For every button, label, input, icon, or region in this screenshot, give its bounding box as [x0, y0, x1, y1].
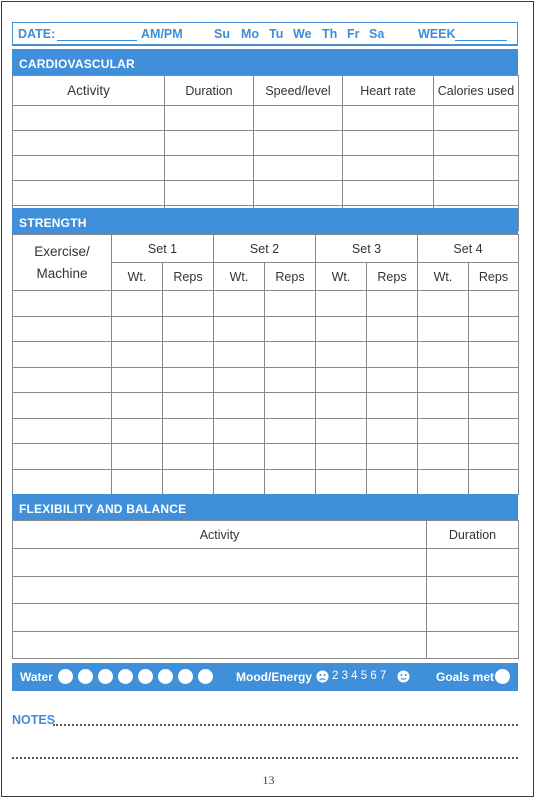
blank-cell[interactable] [165, 131, 254, 156]
goals-label: Goals met [436, 670, 495, 684]
water-circle-5[interactable] [138, 669, 153, 684]
blank-cell[interactable] [427, 604, 519, 632]
blank-cell[interactable] [316, 291, 367, 317]
blank-cell[interactable] [163, 316, 214, 342]
blank-cell[interactable] [469, 291, 519, 317]
notes-line-2[interactable] [12, 757, 518, 759]
blank-cell[interactable] [316, 342, 367, 368]
blank-cell[interactable] [265, 367, 316, 393]
blank-cell[interactable] [214, 291, 265, 317]
blank-cell[interactable] [427, 549, 519, 577]
set-3-wt: Wt. [316, 263, 367, 291]
day-sa[interactable]: Sa [369, 27, 385, 41]
blank-cell[interactable] [265, 393, 316, 419]
blank-cell[interactable] [418, 316, 469, 342]
blank-cell[interactable] [112, 393, 163, 419]
blank-cell[interactable] [469, 469, 519, 495]
table-row [13, 631, 519, 659]
mood-label: Mood/Energy [236, 670, 313, 684]
table-row [13, 469, 519, 495]
strength-table [12, 234, 519, 495]
table-row [13, 576, 519, 604]
blank-cell[interactable] [418, 393, 469, 419]
header-row [12, 22, 518, 46]
blank-cell[interactable] [13, 181, 165, 206]
blank-cell[interactable] [13, 131, 165, 156]
blank-cell[interactable] [13, 291, 112, 317]
date-label: DATE: [18, 27, 56, 41]
set-3-header: Set 3 [316, 235, 418, 263]
blank-cell[interactable] [427, 576, 519, 604]
blank-cell[interactable] [316, 393, 367, 419]
blank-cell[interactable] [265, 342, 316, 368]
blank-cell[interactable] [316, 316, 367, 342]
blank-cell[interactable] [112, 444, 163, 470]
blank-cell[interactable] [254, 131, 343, 156]
blank-cell[interactable] [214, 444, 265, 470]
blank-cell[interactable] [163, 444, 214, 470]
table-row [13, 316, 519, 342]
cardio-col-activity: Activity [13, 76, 165, 106]
blank-cell[interactable] [418, 342, 469, 368]
day-su[interactable]: Su [214, 27, 230, 41]
set-3-reps: Reps [367, 263, 418, 291]
set-4-wt: Wt. [418, 263, 469, 291]
blank-cell[interactable] [418, 418, 469, 444]
goals-met-circle[interactable] [495, 669, 510, 684]
cardio-col-duration: Duration [165, 76, 254, 106]
water-circle-4[interactable] [118, 669, 133, 684]
flex-table [12, 520, 519, 659]
blank-cell[interactable] [418, 367, 469, 393]
set-4-header: Set 4 [418, 235, 519, 263]
flex-col-duration: Duration [427, 521, 519, 549]
table-row [13, 342, 519, 368]
blank-cell[interactable] [163, 342, 214, 368]
notes-line-1[interactable] [53, 724, 518, 726]
blank-cell[interactable] [434, 181, 519, 206]
cardio-col-heart-rate: Heart rate [343, 76, 434, 106]
blank-cell[interactable] [112, 469, 163, 495]
blank-cell[interactable] [316, 469, 367, 495]
page-number: 13 [262, 773, 275, 787]
day-tu[interactable]: Tu [269, 27, 284, 41]
blank-cell[interactable] [13, 156, 165, 181]
set-1-header: Set 1 [112, 235, 214, 263]
blank-cell[interactable] [163, 291, 214, 317]
water-circle-2[interactable] [78, 669, 93, 684]
blank-cell[interactable] [367, 469, 418, 495]
week-label: WEEK [418, 27, 456, 41]
day-fr[interactable]: Fr [347, 27, 360, 41]
blank-cell[interactable] [265, 444, 316, 470]
blank-cell[interactable] [254, 156, 343, 181]
blank-cell[interactable] [343, 106, 434, 131]
blank-cell[interactable] [214, 418, 265, 444]
blank-cell[interactable] [367, 342, 418, 368]
blank-cell[interactable] [434, 106, 519, 131]
blank-cell[interactable] [434, 131, 519, 156]
blank-cell[interactable] [112, 291, 163, 317]
blank-cell[interactable] [214, 367, 265, 393]
blank-cell[interactable] [367, 291, 418, 317]
blank-cell[interactable] [418, 291, 469, 317]
strength-section-title: STRENGTH [12, 208, 518, 234]
table-row [13, 604, 519, 632]
table-row [13, 418, 519, 444]
blank-cell[interactable] [163, 393, 214, 419]
blank-cell[interactable] [469, 444, 519, 470]
blank-cell[interactable] [316, 418, 367, 444]
blank-cell[interactable] [13, 549, 427, 577]
water-circle-7[interactable] [178, 669, 193, 684]
blank-cell[interactable] [163, 367, 214, 393]
blank-cell[interactable] [112, 418, 163, 444]
blank-cell[interactable] [418, 444, 469, 470]
blank-cell[interactable] [367, 418, 418, 444]
blank-cell[interactable] [13, 393, 112, 419]
mood-scale[interactable]: 2 3 4 5 6 7 [332, 670, 387, 682]
table-row [13, 291, 519, 317]
cardio-col-calories: Calories used [434, 76, 519, 106]
blank-cell[interactable] [112, 316, 163, 342]
blank-cell[interactable] [13, 316, 112, 342]
blank-cell[interactable] [13, 444, 112, 470]
footer-bar [12, 663, 518, 691]
blank-cell[interactable] [367, 316, 418, 342]
blank-cell[interactable] [163, 469, 214, 495]
week-field-line[interactable] [455, 40, 507, 41]
blank-cell[interactable] [418, 469, 469, 495]
blank-cell[interactable] [112, 367, 163, 393]
strength-rows [13, 291, 519, 495]
water-circle-6[interactable] [158, 669, 173, 684]
blank-cell[interactable] [13, 576, 427, 604]
blank-cell[interactable] [316, 444, 367, 470]
blank-cell[interactable] [165, 181, 254, 206]
set-1-reps: Reps [163, 263, 214, 291]
blank-cell[interactable] [469, 342, 519, 368]
blank-cell[interactable] [13, 106, 165, 131]
water-circle-3[interactable] [98, 669, 113, 684]
sad-face-icon[interactable] [316, 670, 329, 683]
blank-cell[interactable] [265, 469, 316, 495]
cardio-col-speed: Speed/level [254, 76, 343, 106]
blank-cell[interactable] [13, 367, 112, 393]
blank-cell[interactable] [13, 418, 112, 444]
blank-cell[interactable] [13, 604, 427, 632]
day-th[interactable]: Th [322, 27, 338, 41]
flex-col-activity: Activity [13, 521, 427, 549]
set-2-header: Set 2 [214, 235, 316, 263]
set-2-wt: Wt. [214, 263, 265, 291]
flex-rows [13, 549, 519, 659]
blank-cell[interactable] [343, 156, 434, 181]
blank-cell[interactable] [112, 342, 163, 368]
blank-cell[interactable] [265, 291, 316, 317]
blank-cell[interactable] [265, 418, 316, 444]
blank-cell[interactable] [165, 106, 254, 131]
day-we[interactable]: We [293, 27, 312, 41]
blank-cell[interactable] [343, 181, 434, 206]
table-row [13, 106, 519, 131]
blank-cell[interactable] [367, 444, 418, 470]
blank-cell[interactable] [254, 181, 343, 206]
water-circle-1[interactable] [58, 669, 73, 684]
table-row [13, 181, 519, 206]
blank-cell[interactable] [469, 316, 519, 342]
notes-label: NOTES [12, 713, 56, 727]
ampm-label[interactable]: AM/PM [141, 27, 183, 41]
blank-cell[interactable] [13, 342, 112, 368]
blank-cell[interactable] [165, 156, 254, 181]
blank-cell[interactable] [469, 393, 519, 419]
blank-cell[interactable] [316, 367, 367, 393]
table-row [13, 156, 519, 181]
blank-cell[interactable] [254, 106, 343, 131]
blank-cell[interactable] [214, 342, 265, 368]
table-row [13, 393, 519, 419]
cardio-section-title: CARDIOVASCULAR [12, 49, 518, 75]
day-mo[interactable]: Mo [241, 27, 260, 41]
table-row [13, 549, 519, 577]
blank-cell[interactable] [343, 131, 434, 156]
blank-cell[interactable] [13, 631, 427, 659]
blank-cell[interactable] [367, 393, 418, 419]
blank-cell[interactable] [214, 316, 265, 342]
set-4-reps: Reps [469, 263, 519, 291]
blank-cell[interactable] [367, 367, 418, 393]
table-row [13, 367, 519, 393]
blank-cell[interactable] [214, 393, 265, 419]
blank-cell[interactable] [469, 367, 519, 393]
blank-cell[interactable] [214, 469, 265, 495]
set-1-wt: Wt. [112, 263, 163, 291]
blank-cell[interactable] [13, 469, 112, 495]
table-row [13, 444, 519, 470]
set-2-reps: Reps [265, 263, 316, 291]
flex-section-title: FLEXIBILITY AND BALANCE [12, 494, 518, 520]
strength-col-exercise: Exercise/ Machine [13, 235, 112, 291]
table-row [13, 131, 519, 156]
blank-cell[interactable] [469, 418, 519, 444]
blank-cell[interactable] [427, 631, 519, 659]
blank-cell[interactable] [163, 418, 214, 444]
happy-face-icon[interactable] [397, 670, 410, 683]
water-circle-8[interactable] [198, 669, 213, 684]
blank-cell[interactable] [265, 316, 316, 342]
date-field-line[interactable] [57, 40, 137, 41]
water-label: Water [20, 670, 53, 684]
blank-cell[interactable] [434, 156, 519, 181]
